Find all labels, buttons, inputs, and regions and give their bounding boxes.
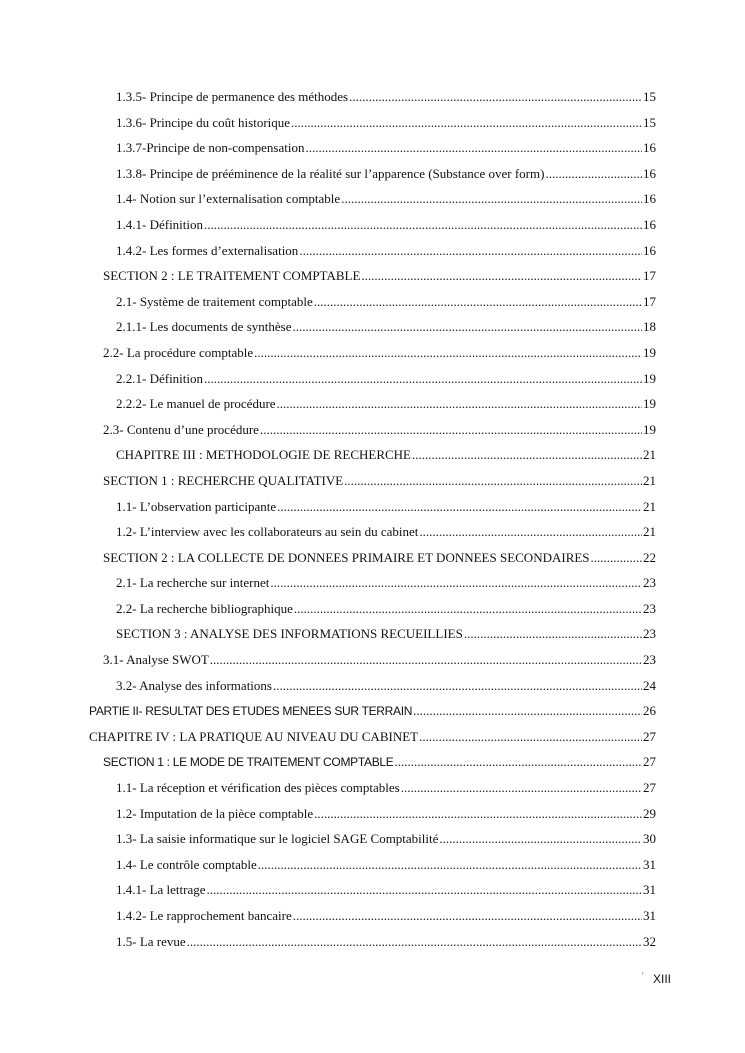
toc-entry-page: 27 [643, 780, 656, 796]
toc-entry-page: 16 [643, 216, 656, 232]
toc-entry[interactable] [116, 852, 656, 878]
toc-entry-page: 31 [643, 856, 656, 872]
toc-entry-page: 16 [643, 191, 656, 207]
toc-leader-dots [314, 289, 642, 315]
toc-entry-page: 30 [643, 831, 656, 847]
toc-leader-dots [395, 749, 643, 775]
toc-entry[interactable] [103, 545, 656, 571]
toc-leader-dots [294, 596, 642, 622]
toc-entry-page: 19 [643, 344, 656, 360]
toc-leader-dots [341, 186, 642, 212]
toc-entry[interactable] [116, 877, 656, 903]
toc-entry-title: 1.4.2- Les formes d’externalisation [116, 242, 299, 258]
toc-leader-dots [299, 238, 642, 264]
toc-entry-page: 21 [643, 498, 656, 514]
toc-entry-title: SECTION 1 : LE MODE DE TRAITEMENT COMPTABLE [103, 755, 394, 770]
table-of-contents [0, 84, 745, 954]
toc-entry[interactable] [116, 775, 656, 801]
toc-entry-title: 1.5- La revue [116, 933, 186, 949]
toc-leader-dots [419, 519, 642, 545]
toc-entry-page: 32 [643, 933, 656, 949]
toc-leader-dots [464, 621, 642, 647]
toc-leader-dots [412, 442, 642, 468]
toc-leader-dots [349, 84, 642, 110]
toc-entry-page: 16 [643, 165, 656, 181]
toc-entry[interactable] [116, 110, 656, 136]
toc-entry[interactable] [103, 263, 656, 289]
toc-entry[interactable] [103, 468, 656, 494]
toc-entry[interactable] [103, 340, 656, 366]
toc-entry[interactable] [116, 366, 656, 392]
toc-entry-page: 24 [643, 677, 656, 693]
toc-leader-dots [314, 801, 642, 827]
toc-entry-page: 22 [643, 549, 656, 565]
toc-entry-title: 1.3.6- Principe du coût historique [116, 114, 291, 130]
toc-entry-page: 31 [643, 908, 656, 923]
toc-entry-title: 1.4- Le contrôle comptable [116, 856, 257, 872]
toc-entry-page: 18 [643, 319, 656, 335]
toc-entry-title: 1.4- Notion sur l’externalisation comptable [116, 191, 341, 207]
toc-entry-page: 27 [643, 754, 656, 770]
toc-entry-title: 1.2- L’interview avec les collaborateurs au sein du cabinet [116, 524, 419, 540]
toc-entry[interactable] [116, 289, 656, 315]
toc-leader-dots [413, 698, 642, 724]
toc-entry-title: CHAPITRE IV : LA PRATIQUE AU NIVEAU DU CABINET [89, 728, 419, 744]
toc-entry-page: 23 [643, 575, 656, 591]
toc-entry-title: 2.1- Système de traitement comptable [116, 293, 313, 309]
toc-entry-page: 26 [643, 703, 656, 719]
toc-entry-page: 23 [643, 652, 656, 668]
toc-entry[interactable] [103, 647, 656, 673]
toc-entry-title: 3.1- Analyse SWOT [103, 652, 209, 668]
toc-leader-dots [305, 135, 642, 161]
page-number: XIII [652, 972, 671, 986]
toc-leader-dots [273, 673, 642, 699]
toc-leader-dots [291, 110, 642, 136]
toc-entry-title: 3.2- Analyse des informations [116, 677, 272, 693]
toc-leader-dots [419, 724, 642, 750]
toc-entry[interactable] [116, 570, 656, 596]
toc-leader-dots [292, 314, 642, 340]
toc-entry-page: 31 [643, 882, 656, 898]
toc-entry-title: SECTION 2 : LE TRAITEMENT COMPTABLE [103, 268, 361, 284]
toc-entry-page: 21 [643, 447, 656, 463]
toc-entry[interactable] [103, 417, 656, 443]
toc-entry-page: 15 [643, 114, 656, 130]
toc-entry-page: 27 [643, 728, 656, 744]
toc-leader-dots [187, 929, 642, 955]
toc-entry-page: 19 [643, 396, 656, 412]
toc-entry[interactable] [116, 186, 656, 212]
toc-leader-dots [439, 826, 642, 852]
toc-entry-page: 21 [643, 472, 656, 488]
toc-leader-dots [361, 263, 642, 289]
toc-entry-page: 16 [643, 140, 656, 156]
toc-leader-dots [270, 570, 642, 596]
toc-entry-page: 15 [643, 89, 656, 104]
toc-entry[interactable] [116, 801, 656, 827]
toc-entry-title: SECTION 3 : ANALYSE DES INFORMATIONS RECUEILLIES [116, 626, 463, 642]
toc-entry[interactable] [116, 238, 656, 264]
toc-entry-title: 1.4.1- La lettrage [116, 882, 206, 898]
toc-entry-title: 1.1- La réception et vérification des pièces comptables [116, 780, 400, 796]
toc-leader-dots [293, 903, 642, 929]
toc-entry[interactable] [116, 826, 656, 852]
toc-entry[interactable] [103, 749, 656, 775]
toc-leader-dots [207, 877, 642, 903]
toc-entry[interactable] [116, 673, 656, 699]
toc-entry-title: 1.4.1- Définition [116, 216, 204, 232]
toc-leader-dots [254, 340, 642, 366]
toc-entry-page: 19 [643, 370, 656, 386]
toc-entry-page: 16 [643, 242, 656, 258]
toc-entry-title: 1.4.2- Le rapprochement bancaire [116, 908, 292, 923]
toc-entry[interactable] [116, 442, 656, 468]
toc-entry[interactable] [116, 621, 656, 647]
toc-entry[interactable] [116, 135, 656, 161]
toc-entry-title: 2.3- Contenu d’une procédure [103, 421, 259, 437]
toc-leader-dots [210, 647, 642, 673]
toc-entry-title: PARTIE II- RESULTAT DES ETUDES MENEES SUR TERRAIN [89, 704, 413, 719]
toc-entry-page: 23 [643, 600, 656, 616]
toc-entry-page: 19 [643, 421, 656, 437]
toc-entry-title: 2.2.2- Le manuel de procédure [116, 396, 276, 412]
toc-entry-page: 17 [643, 268, 656, 284]
toc-entry[interactable] [116, 314, 656, 340]
toc-leader-dots [401, 775, 642, 801]
toc-entry-page: 29 [643, 805, 656, 821]
toc-entry-page: 21 [643, 524, 656, 540]
toc-leader-dots [545, 161, 642, 187]
toc-entry-title: CHAPITRE III : METHODOLOGIE DE RECHERCHE [116, 447, 412, 463]
toc-entry[interactable] [89, 724, 656, 750]
toc-entry-title: 2.1.1- Les documents de synthèse [116, 319, 292, 335]
toc-entry[interactable] [116, 596, 656, 622]
toc-entry-title: SECTION 2 : LA COLLECTE DE DONNEES PRIMAIRE ET DONNEES SECONDAIRES [103, 549, 590, 565]
toc-entry-page: 17 [643, 293, 656, 309]
toc-entry[interactable] [116, 494, 656, 520]
toc-entry[interactable] [116, 161, 656, 187]
toc-entry[interactable] [116, 84, 656, 110]
toc-leader-dots [344, 468, 642, 494]
toc-entry-title: 1.3.7-Principe de non-compensation [116, 140, 305, 156]
toc-entry-title: 2.2- La recherche bibliographique [116, 600, 293, 616]
toc-entry-page: 23 [643, 626, 656, 642]
toc-leader-dots [277, 494, 642, 520]
toc-entry-title: 1.1- L’observation participante [116, 498, 277, 514]
toc-entry-title: 1.3- La saisie informatique sur le logiciel SAGE Comptabilité [116, 831, 439, 847]
toc-entry[interactable] [116, 212, 656, 238]
toc-leader-dots [204, 366, 642, 392]
toc-entry-title: 1.3.5- Principe de permanence des méthodes [116, 89, 349, 104]
toc-leader-dots [258, 852, 642, 878]
toc-leader-dots [277, 391, 642, 417]
toc-entry[interactable] [116, 519, 656, 545]
toc-entry[interactable] [89, 698, 656, 724]
toc-leader-dots [204, 212, 642, 238]
toc-entry-title: 2.1- La recherche sur internet [116, 575, 270, 591]
toc-entry-title: 2.2.1- Définition [116, 370, 204, 386]
toc-entry[interactable] [116, 391, 656, 417]
toc-leader-dots [260, 417, 642, 443]
toc-entry[interactable] [116, 903, 656, 929]
toc-leader-dots [591, 545, 642, 571]
toc-entry[interactable] [116, 929, 656, 955]
toc-entry-title: SECTION 1 : RECHERCHE QUALITATIVE [103, 472, 344, 488]
toc-entry-title: 1.2- Imputation de la pièce comptable [116, 805, 314, 821]
toc-entry-title: 2.2- La procédure comptable [103, 344, 254, 360]
toc-entry-title: 1.3.8- Principe de prééminence de la réalité sur l’apparence (Substance over form) [116, 165, 545, 181]
footer-mark: ' [642, 971, 644, 980]
